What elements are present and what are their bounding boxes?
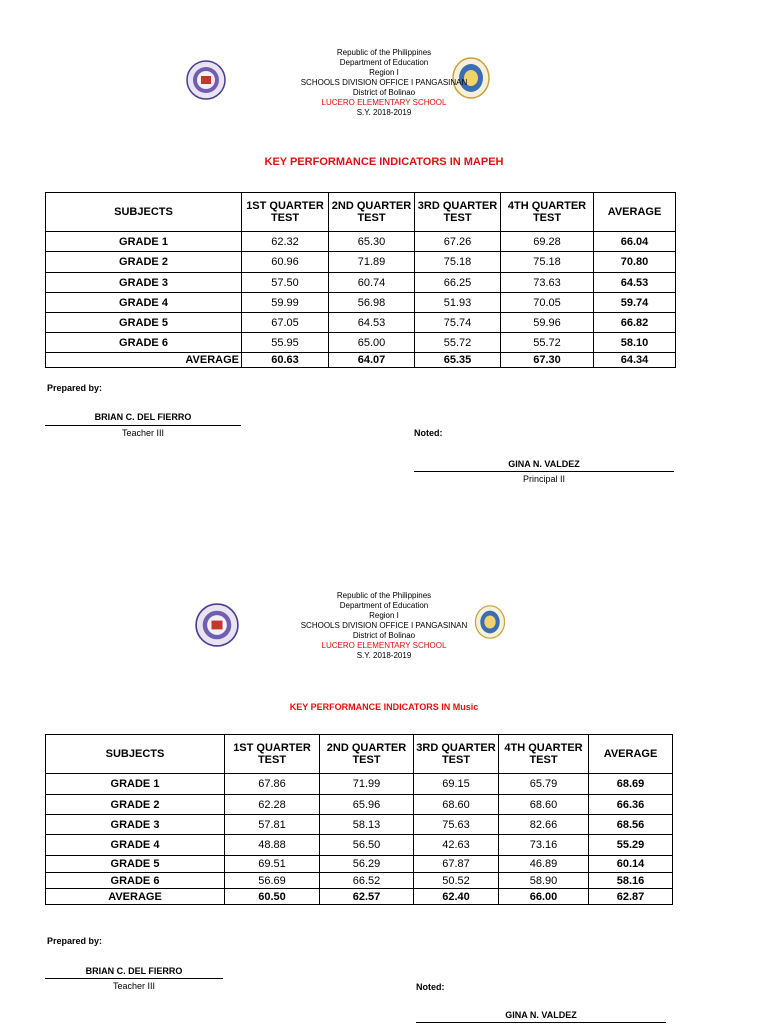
- noted-label: Noted:: [416, 982, 445, 992]
- score-cell: 65.35: [415, 353, 501, 368]
- average-row: [46, 353, 676, 368]
- score-cell: 66.25: [415, 273, 501, 293]
- table-row: [46, 293, 676, 313]
- noted-label: Noted:: [414, 428, 443, 438]
- average-value: 62.87: [589, 889, 673, 905]
- grade-label: GRADE 2: [46, 252, 242, 273]
- score-cell: 67.86: [225, 774, 320, 795]
- score-cell: 69.28: [501, 232, 594, 252]
- average-row: [46, 889, 673, 905]
- average-value: 70.80: [594, 252, 676, 273]
- score-cell: 71.89: [329, 252, 415, 273]
- kpi-table: [45, 192, 676, 368]
- score-cell: 75.74: [415, 313, 501, 333]
- score-cell: 55.72: [415, 333, 501, 353]
- grade-label: GRADE 4: [46, 293, 242, 313]
- average-value: 68.69: [589, 774, 673, 795]
- score-cell: 68.60: [414, 795, 499, 815]
- score-cell: 60.63: [242, 353, 329, 368]
- grade-label: GRADE 6: [46, 873, 225, 889]
- score-cell: 55.95: [242, 333, 329, 353]
- average-value: 64.34: [594, 353, 676, 368]
- table-row: [46, 252, 676, 273]
- report-title: KEY PERFORMANCE INDICATORS IN MAPEH: [264, 156, 504, 168]
- score-cell: 65.79: [499, 774, 589, 795]
- score-cell: 56.98: [329, 293, 415, 313]
- score-cell: 57.81: [225, 815, 320, 835]
- score-cell: 60.50: [225, 889, 320, 905]
- column-header: SUBJECTS: [46, 193, 242, 232]
- score-cell: 67.05: [242, 313, 329, 333]
- column-header: 1ST QUARTER TEST: [225, 735, 320, 774]
- prepared-by-label: Prepared by:: [47, 936, 103, 946]
- table-row: [46, 774, 673, 795]
- preparer-title: Teacher III: [121, 428, 165, 438]
- score-cell: 51.93: [415, 293, 501, 313]
- noter-signature-line: [414, 471, 674, 472]
- preparer-signature-line: [45, 978, 223, 979]
- column-header: AVERAGE: [594, 193, 676, 232]
- column-header: 4TH QUARTER TEST: [499, 735, 589, 774]
- table-row: [46, 232, 676, 252]
- score-cell: 69.51: [225, 856, 320, 873]
- average-value: 66.36: [589, 795, 673, 815]
- table-header-row: [46, 735, 673, 774]
- score-cell: 58.90: [499, 873, 589, 889]
- score-cell: 64.53: [329, 313, 415, 333]
- table-row: [46, 313, 676, 333]
- score-cell: 60.74: [329, 273, 415, 293]
- score-cell: 55.72: [501, 333, 594, 353]
- letterhead-line: SCHOOLS DIVISION OFFICE I PANGASINAN: [300, 621, 468, 630]
- table-row: [46, 333, 676, 353]
- noter-signature-line: [416, 1022, 666, 1023]
- score-cell: 60.96: [242, 252, 329, 273]
- average-label: AVERAGE: [46, 889, 225, 905]
- score-cell: 65.00: [329, 333, 415, 353]
- score-cell: 82.66: [499, 815, 589, 835]
- score-cell: 56.69: [225, 873, 320, 889]
- average-value: 59.74: [594, 293, 676, 313]
- grade-label: GRADE 2: [46, 795, 225, 815]
- letterhead-line: District of Bolinao: [352, 631, 416, 640]
- letterhead-line: Region I: [369, 611, 399, 620]
- grade-label: GRADE 3: [46, 815, 225, 835]
- school-year: S.Y. 2018-2019: [356, 108, 412, 117]
- score-cell: 66.00: [499, 889, 589, 905]
- score-cell: 59.99: [242, 293, 329, 313]
- score-cell: 70.05: [501, 293, 594, 313]
- score-cell: 75.63: [414, 815, 499, 835]
- table-row: [46, 835, 673, 856]
- noter-name: GINA N. VALDEZ: [508, 459, 580, 469]
- score-cell: 71.99: [320, 774, 414, 795]
- score-cell: 67.26: [415, 232, 501, 252]
- score-cell: 56.50: [320, 835, 414, 856]
- score-cell: 46.89: [499, 856, 589, 873]
- letterhead-line: Republic of the Philippines: [336, 591, 432, 600]
- table-row: [46, 273, 676, 293]
- grade-label: GRADE 1: [46, 774, 225, 795]
- score-cell: 73.63: [501, 273, 594, 293]
- grade-label: GRADE 5: [46, 856, 225, 873]
- column-header: 2ND QUARTER TEST: [320, 735, 414, 774]
- letterhead: [0, 591, 768, 661]
- score-cell: 56.29: [320, 856, 414, 873]
- grade-label: GRADE 1: [46, 232, 242, 252]
- prepared-by-label: Prepared by:: [47, 383, 103, 393]
- letterhead-line: District of Bolinao: [352, 88, 416, 97]
- score-cell: 67.30: [501, 353, 594, 368]
- average-value: 60.14: [589, 856, 673, 873]
- column-header: 3RD QUARTER TEST: [415, 193, 501, 232]
- score-cell: 62.57: [320, 889, 414, 905]
- column-header: AVERAGE: [589, 735, 673, 774]
- preparer-signature-line: [45, 425, 241, 426]
- score-cell: 65.30: [329, 232, 415, 252]
- letterhead-line: Republic of the Philippines: [336, 48, 432, 57]
- school-name: LUCERO ELEMENTARY SCHOOL: [321, 641, 447, 650]
- score-cell: 67.87: [414, 856, 499, 873]
- score-cell: 73.16: [499, 835, 589, 856]
- column-header: 3RD QUARTER TEST: [414, 735, 499, 774]
- score-cell: 66.52: [320, 873, 414, 889]
- letterhead-line: Department of Education: [339, 58, 429, 67]
- average-value: 66.04: [594, 232, 676, 252]
- score-cell: 50.52: [414, 873, 499, 889]
- preparer-name: BRIAN C. DEL FIERRO: [94, 412, 192, 422]
- score-cell: 62.32: [242, 232, 329, 252]
- score-cell: 62.28: [225, 795, 320, 815]
- score-cell: 57.50: [242, 273, 329, 293]
- score-cell: 58.13: [320, 815, 414, 835]
- grade-label: GRADE 5: [46, 313, 242, 333]
- score-cell: 62.40: [414, 889, 499, 905]
- grade-label: GRADE 3: [46, 273, 242, 293]
- table-row: [46, 856, 673, 873]
- grade-label: GRADE 6: [46, 333, 242, 353]
- table-header-row: [46, 193, 676, 232]
- column-header: SUBJECTS: [46, 735, 225, 774]
- score-cell: 75.18: [415, 252, 501, 273]
- average-value: 64.53: [594, 273, 676, 293]
- average-label: AVERAGE: [46, 353, 242, 368]
- noter-name: GINA N. VALDEZ: [505, 1010, 577, 1020]
- score-cell: 75.18: [501, 252, 594, 273]
- score-cell: 59.96: [501, 313, 594, 333]
- preparer-title: Teacher III: [112, 981, 156, 991]
- letterhead-line: Department of Education: [339, 601, 429, 610]
- letterhead-line: SCHOOLS DIVISION OFFICE I PANGASINAN: [300, 78, 468, 87]
- noter-title: Principal II: [522, 474, 566, 484]
- table-row: [46, 815, 673, 835]
- average-value: 58.16: [589, 873, 673, 889]
- score-cell: 48.88: [225, 835, 320, 856]
- score-cell: 69.15: [414, 774, 499, 795]
- average-value: 66.82: [594, 313, 676, 333]
- grade-label: GRADE 4: [46, 835, 225, 856]
- column-header: 1ST QUARTER TEST: [242, 193, 329, 232]
- score-cell: 65.96: [320, 795, 414, 815]
- table-row: [46, 795, 673, 815]
- school-year: S.Y. 2018-2019: [356, 651, 412, 660]
- average-value: 55.29: [589, 835, 673, 856]
- preparer-name: BRIAN C. DEL FIERRO: [85, 966, 183, 976]
- score-cell: 68.60: [499, 795, 589, 815]
- column-header: 4TH QUARTER TEST: [501, 193, 594, 232]
- kpi-table: [45, 734, 673, 905]
- average-value: 68.56: [589, 815, 673, 835]
- letterhead: [0, 48, 768, 118]
- average-value: 58.10: [594, 333, 676, 353]
- letterhead-line: Region I: [369, 68, 399, 77]
- score-cell: 42.63: [414, 835, 499, 856]
- score-cell: 64.07: [329, 353, 415, 368]
- table-row: [46, 873, 673, 889]
- column-header: 2ND QUARTER TEST: [329, 193, 415, 232]
- school-name: LUCERO ELEMENTARY SCHOOL: [321, 98, 447, 107]
- report-title: KEY PERFORMANCE INDICATORS IN Music: [289, 702, 479, 712]
